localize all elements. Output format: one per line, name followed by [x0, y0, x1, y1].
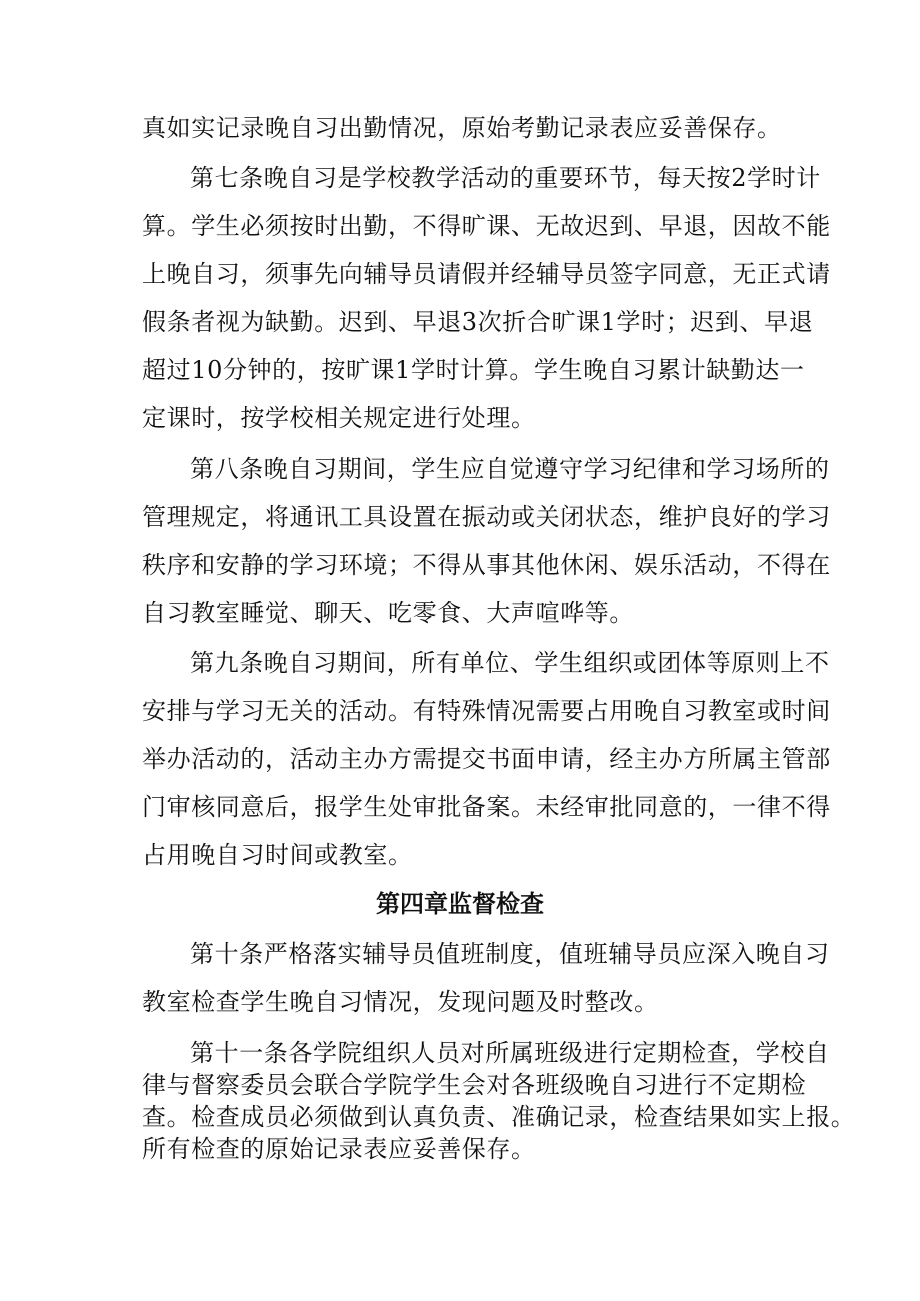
paragraph-line: 超过10分钟的，按旷课1学时计算。学生晚自习累计缺勤达一	[142, 356, 805, 384]
article-10-line: 第十条严格落实辅导员值班制度，值班辅导员应深入晚自习	[190, 940, 830, 968]
paragraph-line: 门审核同意后，报学生处审批备案。未经审批同意的，一律不得	[142, 793, 831, 821]
article-8-line: 第八条晚自习期间，学生应自觉遵守学习纪律和学习场所的	[190, 455, 830, 483]
paragraph-line: 安排与学习无关的活动。有特殊情况需要占用晚自习教室或时间	[142, 697, 831, 725]
article-7-line: 第七条晚自习是学校教学活动的重要环节，每天按2学时计	[190, 164, 821, 192]
paragraph-line: 占用晚自习时间或教室。	[142, 841, 413, 869]
paragraph-line: 管理规定，将通讯工具设置在振动或关闭状态，维护良好的学习	[142, 503, 831, 531]
paragraph-line: 查。检查成员必须做到认真负责、准确记录，检查结果如实上报。	[142, 1103, 856, 1131]
paragraph-line: 真如实记录晚自习出勤情况，原始考勤记录表应妥善保存。	[142, 114, 782, 142]
paragraph-line: 上晚自习，须事先向辅导员请假并经辅导员签字同意，无正式请	[142, 260, 831, 288]
paragraph-line: 律与督察委员会联合学院学生会对各班级晚自习进行不定期检	[142, 1071, 807, 1099]
paragraph-line: 所有检查的原始记录表应妥善保存。	[142, 1135, 536, 1163]
article-11-line: 第十一条各学院组织人员对所属班级进行定期检查，学校自	[190, 1039, 830, 1067]
paragraph-line: 举办活动的，活动主办方需提交书面申请，经主办方所属主管部	[142, 745, 831, 773]
article-9-line: 第九条晚自习期间，所有单位、学生组织或团体等原则上不	[190, 649, 830, 677]
chapter-heading: 第四章监督检查	[376, 890, 544, 918]
paragraph-line: 定课时，按学校相关规定进行处理。	[142, 404, 536, 432]
paragraph-line: 秩序和安静的学习环境；不得从事其他休闲、娱乐活动，不得在	[142, 551, 831, 579]
paragraph-line: 算。学生必须按时出勤，不得旷课、无故迟到、早退，因故不能	[142, 212, 831, 240]
paragraph-line: 教室检查学生晚自习情况，发现问题及时整改。	[142, 988, 659, 1016]
paragraph-line: 假条者视为缺勤。迟到、早退3次折合旷课1学时；迟到、早退	[142, 308, 814, 336]
paragraph-line: 自习教室睡觉、聊天、吃零食、大声喧哗等。	[142, 599, 634, 627]
